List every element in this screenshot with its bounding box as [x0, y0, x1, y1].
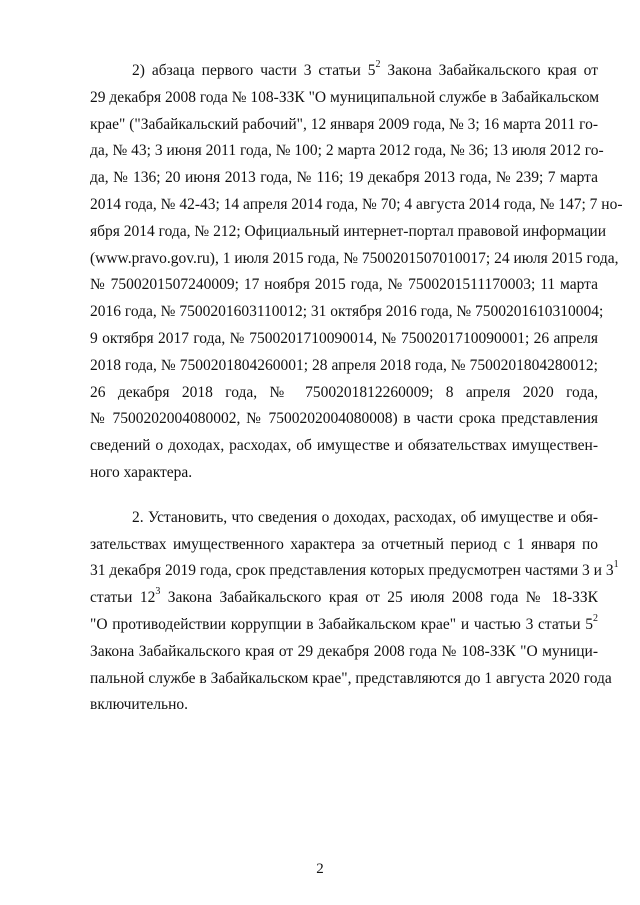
- text-segment: пальной службе в Забайкальском крае", представляются до 1 августа 2020 года: [90, 669, 612, 687]
- text-line: [90, 433, 598, 460]
- text-line: [90, 558, 619, 585]
- superscript: 2: [593, 612, 598, 624]
- text-segment: зательствах имущественного характера за отчетный период с 1 января по: [90, 535, 598, 553]
- text-segment: да, № 43; 3 июня 2011 года, № 100; 2 марта 2012 года, № 36; 13 июля 2012 го-: [90, 142, 604, 160]
- text-line: [90, 612, 598, 639]
- text-line: [90, 112, 598, 139]
- text-line: [90, 585, 598, 612]
- text-segment: № 7500201507240009; 17 ноября 2015 года, № 7500201511170003; 11 марта: [90, 276, 598, 294]
- text-segment: крае" ("Забайкальский рабочий", 12 января 2009 года, № 3; 16 марта 2011 го-: [90, 115, 598, 133]
- text-segment: Закона Забайкальского края от: [380, 62, 598, 79]
- text-line: [90, 460, 598, 487]
- text-segment: 29 декабря 2008 года № 108-ЗЗК "О муниципальной службе в Забайкальском: [90, 88, 600, 106]
- text-line: [90, 165, 598, 192]
- paragraph-item-2: [90, 58, 623, 487]
- document-body: [90, 58, 623, 719]
- superscript: 1: [613, 559, 619, 571]
- text-segment: Закона Забайкальского края от 29 декабря 2008 года № 108-ЗЗК "О муници-: [90, 642, 598, 660]
- text-segment: 31 декабря 2019 года, срок представления которых предусмотрен частями 3 и 3: [90, 562, 614, 580]
- superscript: 3: [155, 585, 161, 597]
- text-line: [90, 246, 619, 273]
- text-segment: (www.pravo.gov.ru), 1 июля 2015 года, № 7500201507010017; 24 июля 2015 года,: [90, 249, 619, 267]
- text-segment: Закона Забайкальского края от 25 июля 2008 года № 18-ЗЗК: [160, 589, 598, 607]
- text-line: [90, 85, 598, 112]
- text-line: [90, 380, 598, 407]
- text-segment: ного характера.: [90, 463, 193, 481]
- text-line: [90, 692, 598, 719]
- text-line: [90, 505, 598, 532]
- text-line: [90, 299, 604, 326]
- superscript: 2: [375, 58, 381, 70]
- paragraph-point-2: [90, 505, 619, 719]
- text-line: [90, 219, 607, 246]
- text-line: [90, 353, 598, 380]
- text-line: [90, 326, 598, 353]
- paragraph-spacer: [90, 487, 598, 505]
- text-segment: да, № 136; 20 июня 2013 года, № 116; 19 декабря 2013 года, № 239; 7 марта: [90, 169, 598, 187]
- text-line: [90, 666, 612, 693]
- text-line: [90, 192, 623, 219]
- page-number: 2: [316, 861, 324, 877]
- text-line: [90, 138, 604, 165]
- text-segment: включительно.: [90, 696, 189, 714]
- text-segment: ября 2014 года, № 212; Официальный интернет-портал правовой информации: [90, 222, 607, 240]
- text-segment: статьи 12: [90, 589, 156, 607]
- text-segment: 2014 года, № 42-43; 14 апреля 2014 года, № 70; 4 августа 2014 года, № 147; 7 но-: [90, 195, 623, 213]
- text-segment: сведений о доходах, расходах, об имуществе и обязательствах имуществен-: [90, 437, 598, 455]
- text-line: [90, 272, 598, 299]
- text-segment: 2016 года, № 7500201603110012; 31 октября 2016 года, № 7500201610310004;: [90, 303, 604, 321]
- text-segment: "О противодействии коррупции в Забайкальском крае" и частью 3 статьи 5: [90, 615, 593, 633]
- text-segment: 26 декабря 2018 года, № 7500201812260009; 8 апреля 2020 года,: [90, 383, 598, 401]
- text-segment: 9 октября 2017 года, № 7500201710090014, № 7500201710090001; 26 апреля: [90, 329, 598, 347]
- text-segment: № 7500202004080002, № 7500202004080008) в части срока представления: [90, 410, 598, 428]
- text-line: [90, 532, 598, 559]
- text-segment: 2018 года, № 7500201804260001; 28 апреля 2018 года, № 7500201804280012;: [90, 356, 598, 374]
- text-line: [90, 406, 598, 433]
- text-line: [90, 639, 598, 666]
- text-line: [90, 58, 598, 85]
- text-segment: 2) абзаца первого части 3 статьи 5: [132, 62, 376, 79]
- text-segment: 2. Установить, что сведения о доходах, расходах, об имуществе и обя-: [132, 508, 598, 526]
